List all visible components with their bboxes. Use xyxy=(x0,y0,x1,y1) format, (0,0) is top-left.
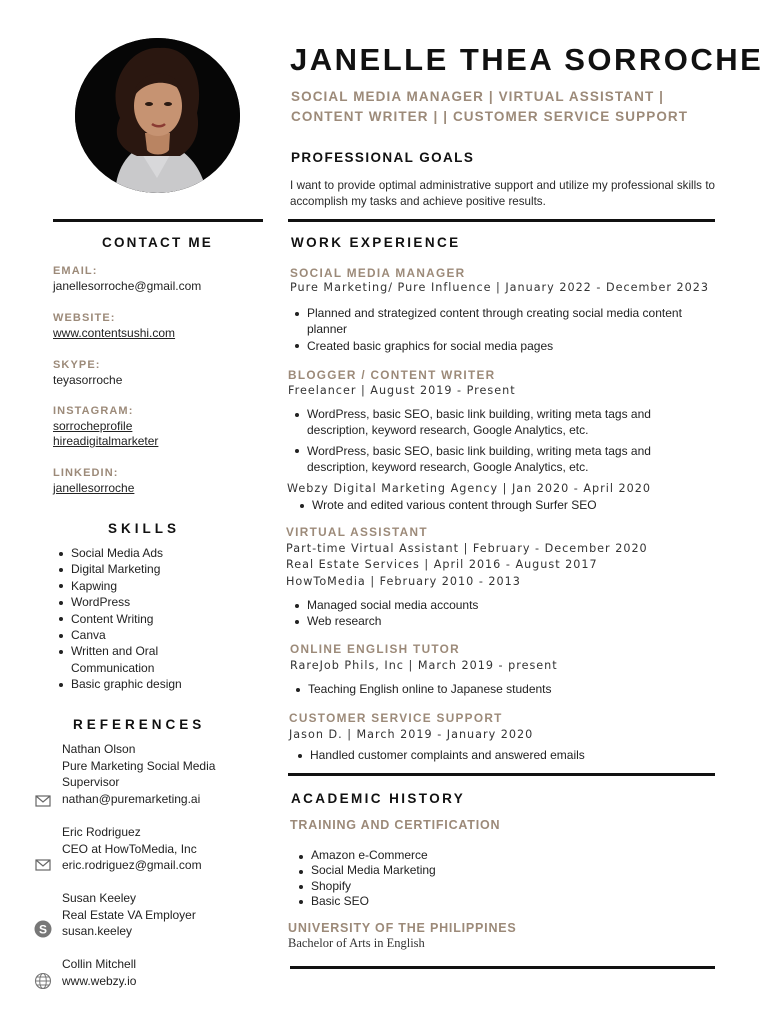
training-list xyxy=(296,848,596,909)
training-heading: TRAINING AND CERTIFICATION xyxy=(290,818,501,832)
skill-item: Canva xyxy=(56,627,246,643)
job-sub-tutor: RareJob Phils, Inc | March 2019 - present xyxy=(290,659,558,672)
reference-susan xyxy=(62,890,252,940)
divider-left-top xyxy=(53,219,263,222)
degree-name: Bachelor of Arts in English xyxy=(288,936,425,950)
skill-item: Social Media Ads xyxy=(56,545,246,561)
skill-item: Kapwing xyxy=(56,578,246,594)
reference-name: Collin Mitchell xyxy=(62,957,137,971)
job-sub-va-2: Real Estate Services | April 2016 - August 2017 xyxy=(286,558,598,571)
training-item: Social Media Marketing xyxy=(296,863,596,878)
divider-right-bottom xyxy=(290,966,715,969)
skype-value: teyasorroche xyxy=(53,373,123,387)
training-item: Shopify xyxy=(296,879,596,894)
goals-text: I want to provide optimal administrative support and utilize my professional skills to accomplish my tasks and achieve positive results. xyxy=(290,179,715,208)
reference-contact[interactable]: nathan@puremarketing.ai xyxy=(62,791,201,806)
skills-heading: SKILLS xyxy=(108,521,181,536)
divider-right-middle xyxy=(288,773,715,776)
bullet-item: Handled customer complaints and answered emails xyxy=(295,747,695,763)
skill-item: Written and Oral Communication xyxy=(56,643,176,676)
reference-role: CEO at HowToMedia, Inc xyxy=(62,841,197,856)
linkedin-link[interactable]: janellesorroche xyxy=(53,481,135,495)
reference-role: Real Estate VA Employer xyxy=(62,907,196,922)
bullet-item: WordPress, basic SEO, basic link building, writing meta tags and description, keyword research, Google Analytics, etc. xyxy=(292,443,692,476)
reference-role: Pure Marketing Social Media Supervisor xyxy=(62,758,216,789)
webzy-bullets xyxy=(297,497,697,513)
reference-nathan xyxy=(62,741,252,807)
css-bullets xyxy=(295,747,695,763)
contact-heading: CONTACT ME xyxy=(102,235,213,250)
website-link[interactable]: www.contentsushi.com xyxy=(53,326,176,340)
skill-item: WordPress xyxy=(56,594,246,610)
skype-icon xyxy=(34,920,52,938)
job-sub-smm: Pure Marketing/ Pure Influence | January 2022 - December 2023 xyxy=(290,281,709,294)
job-sub-blogger: Freelancer | August 2019 - Present xyxy=(288,384,516,397)
job-title-va: VIRTUAL ASSISTANT xyxy=(286,525,428,539)
skills-list xyxy=(56,545,246,693)
job-sub-va-3: HowToMedia | February 2010 - 2013 xyxy=(286,575,521,588)
email-label: EMAIL: xyxy=(53,265,98,277)
instagram-link-1[interactable]: sorrocheprofile xyxy=(53,419,133,433)
training-item: Amazon e-Commerce xyxy=(296,848,596,863)
experience-heading: WORK EXPERIENCE xyxy=(291,235,461,250)
instagram-link-2[interactable]: hireadigitalmarketer xyxy=(53,434,159,448)
reference-contact[interactable]: eric.rodriguez@gmail.com xyxy=(62,858,202,872)
skill-item: Digital Marketing xyxy=(56,561,246,577)
reference-name: Susan Keeley xyxy=(62,891,137,905)
reference-name: Eric Rodriguez xyxy=(62,825,141,839)
roles-line-1: SOCIAL MEDIA MANAGER | VIRTUAL ASSISTANT | xyxy=(291,89,665,104)
va-bullets xyxy=(292,597,692,630)
divider-right-top xyxy=(288,219,715,222)
academic-heading: ACADEMIC HISTORY xyxy=(291,791,466,806)
bullet-item: Teaching English online to Japanese students xyxy=(293,681,693,697)
job-sub-webzy: Webzy Digital Marketing Agency | Jan 2020 - April 2020 xyxy=(287,482,651,495)
globe-icon xyxy=(34,972,52,990)
job-title-blogger: BLOGGER / CONTENT WRITER xyxy=(288,368,496,382)
skype-label: SKYPE: xyxy=(53,359,101,371)
blogger-bullets xyxy=(292,406,692,475)
references-heading: REFERENCES xyxy=(73,717,206,732)
training-item: Basic SEO xyxy=(296,894,596,909)
svg-text:S: S xyxy=(38,922,48,937)
job-sub-css: Jason D. | March 2019 - January 2020 xyxy=(289,728,534,741)
bullet-item: Managed social media accounts xyxy=(292,597,692,613)
bullet-item: Planned and strategized content through creating social media content planner xyxy=(292,305,692,338)
bullet-item: Created basic graphics for social media pages xyxy=(292,338,692,354)
tutor-bullets xyxy=(293,681,693,697)
bullet-item: WordPress, basic SEO, basic link building, writing meta tags and description, keyword research, Google Analytics, etc. xyxy=(292,406,692,439)
reference-collin xyxy=(62,956,252,989)
reference-contact[interactable]: www.webzy.io xyxy=(62,973,137,988)
job-title-tutor: ONLINE ENGLISH TUTOR xyxy=(290,642,460,656)
mail-icon xyxy=(34,856,52,874)
job-title-smm: SOCIAL MEDIA MANAGER xyxy=(290,266,466,280)
reference-contact[interactable]: susan.keeley xyxy=(62,924,133,938)
bullet-item: Wrote and edited various content through Surfer SEO xyxy=(297,497,697,513)
instagram-label: INSTAGRAM: xyxy=(53,405,134,417)
email-value[interactable]: janellesorroche@gmail.com xyxy=(53,279,202,293)
website-label: WEBSITE: xyxy=(53,312,116,324)
profile-photo xyxy=(75,38,240,193)
reference-name: Nathan Olson xyxy=(62,742,136,756)
smm-bullets xyxy=(292,305,692,354)
portrait-image xyxy=(75,38,240,193)
mail-icon xyxy=(34,792,52,810)
skill-item: Content Writing xyxy=(56,611,246,627)
job-sub-va-1: Part-time Virtual Assistant | February - December 2020 xyxy=(286,542,648,555)
school-name: UNIVERSITY OF THE PHILIPPINES xyxy=(288,921,517,935)
candidate-name: JANELLE THEA SORROCHE xyxy=(290,42,764,77)
reference-eric xyxy=(62,824,252,874)
linkedin-label: LINKEDIN: xyxy=(53,467,119,479)
job-title-css: CUSTOMER SERVICE SUPPORT xyxy=(289,711,503,725)
bullet-item: Web research xyxy=(292,613,692,629)
goals-heading: PROFESSIONAL GOALS xyxy=(291,150,475,165)
skill-item: Basic graphic design xyxy=(56,676,246,692)
roles-line-2: CONTENT WRITER | | CUSTOMER SERVICE SUPPORT xyxy=(291,109,689,124)
